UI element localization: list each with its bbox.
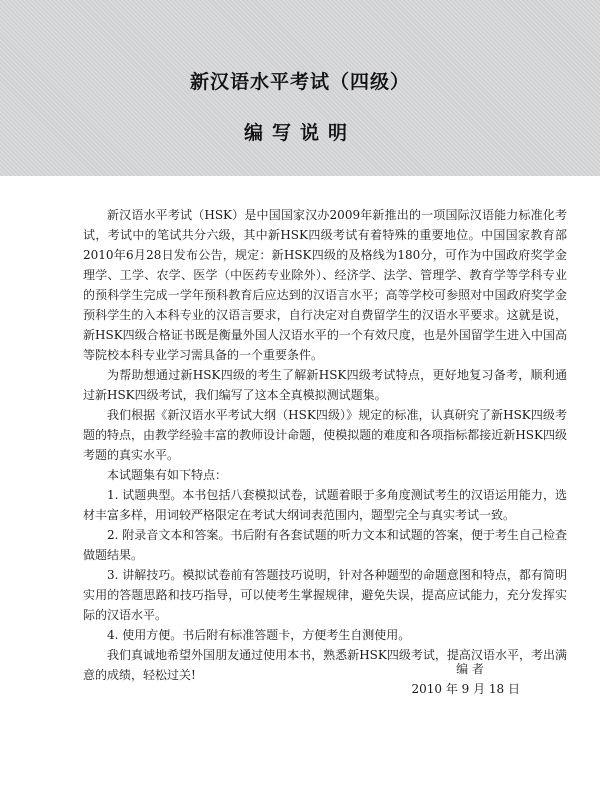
paragraph-feature-1: 1. 试题典型。本书包括八套模拟试卷，试题着眼于多角度测试考生的汉语运用能力，选材丰富多样，用词较严格限定在考试大纲词表范围内，题型完全与真实考试一致。 — [83, 488, 567, 522]
paragraph-feature-2: 2. 附录音文本和答案。书后附有各套试题的听力文本和试题的答案，便于考生自己检查做题结果。 — [83, 528, 567, 562]
paragraph-feature-3: 3. 讲解技巧。模拟试卷前有答题技巧说明，针对各种题型的命题意图和特点，都有简明实用的答题思路和技巧指导，可以使考生掌握规律，避免失误，提高应试能力，充分发挥实际的汉语水平。 — [83, 568, 567, 622]
paragraph-purpose: 为帮助想通过新HSK四级的考生了解新HSK四级考试特点，更好地复习备考，顺利通过新HSK四级考试，我们编写了这本全真模拟测试题集。 — [83, 368, 567, 402]
paragraph-feature-4: 4. 使用方便。书后附有标准答题卡，方便考生自测使用。 — [107, 628, 411, 642]
paragraph-standard: 我们根据《新汉语水平考试大纲（HSK四级）》规定的标准，认真研究了新HSK四级考题的特点，由教学经验丰富的教师设计命题，使模拟题的难度和各项指标都接近新HSK四级考题的真实水平。 — [83, 408, 567, 462]
signature-date: 2010 年 9 月 18 日 — [411, 682, 520, 696]
section-title: 编写说明 — [243, 122, 356, 144]
page-title: 新汉语水平考试（四级） — [189, 71, 410, 93]
paragraph-intro: 新汉语水平考试（HSK）是中国国家汉办2009年新推出的一项国际汉语能力标准化考试，考试中的笔试共分六级，其中新HSK四级考试有着特殊的重要地位。中国国家教育部2010年6月28日发布公告，规定：新HSK四级的及格线为180分，可作为中国政府奖学金理学、工学、农学、医学（中医药专业除外）、经济学、法学、管理学、教育学等学科专业的预科学生完成一学年预科教育后应达到的汉语言水平；高等学校可参照对中国政府奖学金预科学生的入本科专业的汉语言要求，自行决定对自费留学生的汉语水平要求。这就是说，新HSK四级合格证书既是衡量外国人汉语水平的一个有效尺度，也是外国留学生进入中国高等院校本科专业学习需具备的一个重要条件。 — [83, 208, 567, 362]
paragraph-features-intro: 本试题集有如下特点： — [107, 468, 228, 482]
signature-block — [390, 659, 520, 699]
paragraph-closing: 我们真诚地希望外国朋友通过使用本书，熟悉新HSK四级考试，提高汉语水平，考出满意的成绩，轻松过关! — [83, 648, 567, 682]
preface-body — [83, 205, 567, 685]
signature-author: 编 者 — [456, 662, 484, 676]
